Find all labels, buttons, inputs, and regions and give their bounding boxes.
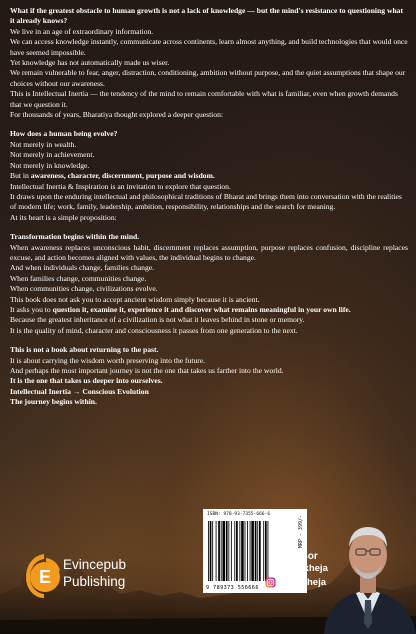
paragraph: This book does not ask you to accept ancient wisdom simply because it is ancient. bbox=[10, 294, 260, 304]
paragraph: This is Intellectual Inertia — the tendency of the mind to remain comfortable with what is familiar, even when growth demands that we question it. bbox=[10, 89, 398, 109]
author-name: Raj Sukheja bbox=[274, 563, 328, 574]
barcode-bar bbox=[216, 521, 217, 581]
emphasis-text: question it, examine it, experience it and discover what remains meaningful in your own life. bbox=[52, 304, 351, 314]
barcode-bar bbox=[251, 521, 254, 581]
section-heading: How does a human being evolve? bbox=[10, 129, 118, 139]
barcode-bar bbox=[221, 521, 222, 581]
tagline: Intellectual Inertia → Conscious Evolution bbox=[10, 386, 149, 396]
instagram-handle: rajsukheja bbox=[279, 577, 326, 588]
paragraph: For thousands of years, Bharatiya thought explored a deeper question: bbox=[10, 110, 223, 120]
barcode-bar bbox=[268, 521, 269, 581]
publisher-logo-letter: E bbox=[38, 567, 52, 587]
publisher-name bbox=[63, 556, 126, 590]
instagram-icon bbox=[265, 577, 276, 588]
paragraph: When awareness replaces unconscious habit, discernment replaces assumption, purpose replaces confusion, discipline replaces excuse, and action becomes aligned with values, the individual begins to change. bbox=[10, 242, 408, 262]
barcode-bar bbox=[257, 521, 258, 581]
barcode-bar bbox=[208, 521, 209, 581]
barcode-bar bbox=[210, 521, 212, 581]
intro-question: What if the greatest obstacle to human growth is not a lack of knowledge — but the mind's resistance to questioning what it already knows? bbox=[10, 6, 403, 26]
barcode-bar bbox=[212, 521, 213, 581]
barcode-bar bbox=[259, 521, 261, 581]
barcode-bar bbox=[239, 521, 240, 581]
paragraph: It is the quality of mind, character and consciousness it passes from one generation to the next. bbox=[10, 325, 298, 335]
barcode-bar bbox=[263, 521, 264, 581]
paragraph: It draws upon the enduring intellectual and philosophical traditions of Bharat and brings them into conversation with the realities of modern life; work, family, leadership, ambition, responsibility, relationships and the search for meaning. bbox=[10, 191, 402, 212]
author-photo bbox=[320, 503, 416, 634]
isbn-label: ISBN: 978-93-7355-666-6 bbox=[207, 512, 271, 517]
paragraph: We live in an age of extraordinary information. bbox=[10, 26, 154, 36]
barcode-bar bbox=[236, 521, 238, 581]
paragraph: Because the greatest inheritance of a civilization is not what it leaves behind in stone or memory. bbox=[10, 315, 305, 325]
barcode-bar bbox=[222, 521, 225, 581]
emphasis-text: awareness, character, discernment, purpose and wisdom. bbox=[30, 171, 215, 181]
barcode-number: 9 789373 556666 bbox=[206, 585, 259, 591]
paragraph: Yet knowledge has not automatically made us wiser. bbox=[10, 58, 170, 68]
author-label: Author bbox=[285, 551, 318, 562]
paragraph: When families change, communities change. bbox=[10, 273, 147, 283]
publisher-name-line1: Evincepub bbox=[63, 557, 127, 572]
paragraph: And when individuals change, families change. bbox=[10, 263, 155, 273]
barcode-bar bbox=[265, 521, 267, 581]
paragraph bbox=[10, 305, 408, 315]
paragraph: Not merely in achievement. bbox=[10, 150, 95, 160]
barcode-bar bbox=[228, 521, 229, 581]
barcode-bar bbox=[250, 521, 251, 581]
text-span: It asks you to bbox=[10, 304, 53, 314]
paragraph: At its heart is a simple proposition: bbox=[10, 212, 117, 222]
tagline: The journey begins within. bbox=[10, 397, 97, 407]
barcode-bar bbox=[245, 521, 246, 581]
barcode-bar bbox=[255, 521, 257, 581]
paragraph: It is about carrying the wisdom worth preserving into the future. bbox=[10, 355, 206, 365]
barcode-bar bbox=[247, 521, 248, 581]
paragraph: We can access knowledge instantly, communicate across continents, learn almost anything, and build technologies that would once have seemed impossible. bbox=[10, 37, 408, 57]
paragraph: Not merely in wealth. bbox=[10, 139, 77, 149]
paragraph bbox=[10, 171, 408, 181]
barcode-bar bbox=[234, 521, 235, 581]
section-heading: Transformation begins within the mind. bbox=[10, 232, 140, 242]
text-span: But in bbox=[10, 171, 31, 181]
paragraph: Intellectual Inertia & Inspiration is an invitation to explore that question. bbox=[10, 181, 231, 191]
paragraph: When communities change, civilizations evolve. bbox=[10, 284, 158, 294]
paragraph: We remain vulnerable to fear, anger, distraction, conditioning, ambition without purpose, and the quiet assumptions that shape our choices without our awareness. bbox=[10, 68, 406, 88]
publisher-name-line2: Publishing bbox=[63, 574, 126, 589]
publisher-logo bbox=[26, 551, 146, 601]
back-cover-text bbox=[10, 6, 408, 408]
barcode-bar bbox=[226, 521, 228, 581]
mrp-label: MRP - 399/- bbox=[298, 515, 304, 549]
paragraph: Not merely in knowledge. bbox=[10, 160, 90, 170]
paragraph: And perhaps the most important journey is not the one that takes us farther into the world. bbox=[10, 366, 284, 375]
section-heading: This is not a book about returning to the past. bbox=[10, 345, 159, 355]
barcode-bar bbox=[241, 521, 244, 581]
barcode-bar bbox=[218, 521, 220, 581]
paragraph: It is the one that takes us deeper into ourselves. bbox=[10, 376, 163, 386]
barcode-bar bbox=[231, 521, 232, 581]
